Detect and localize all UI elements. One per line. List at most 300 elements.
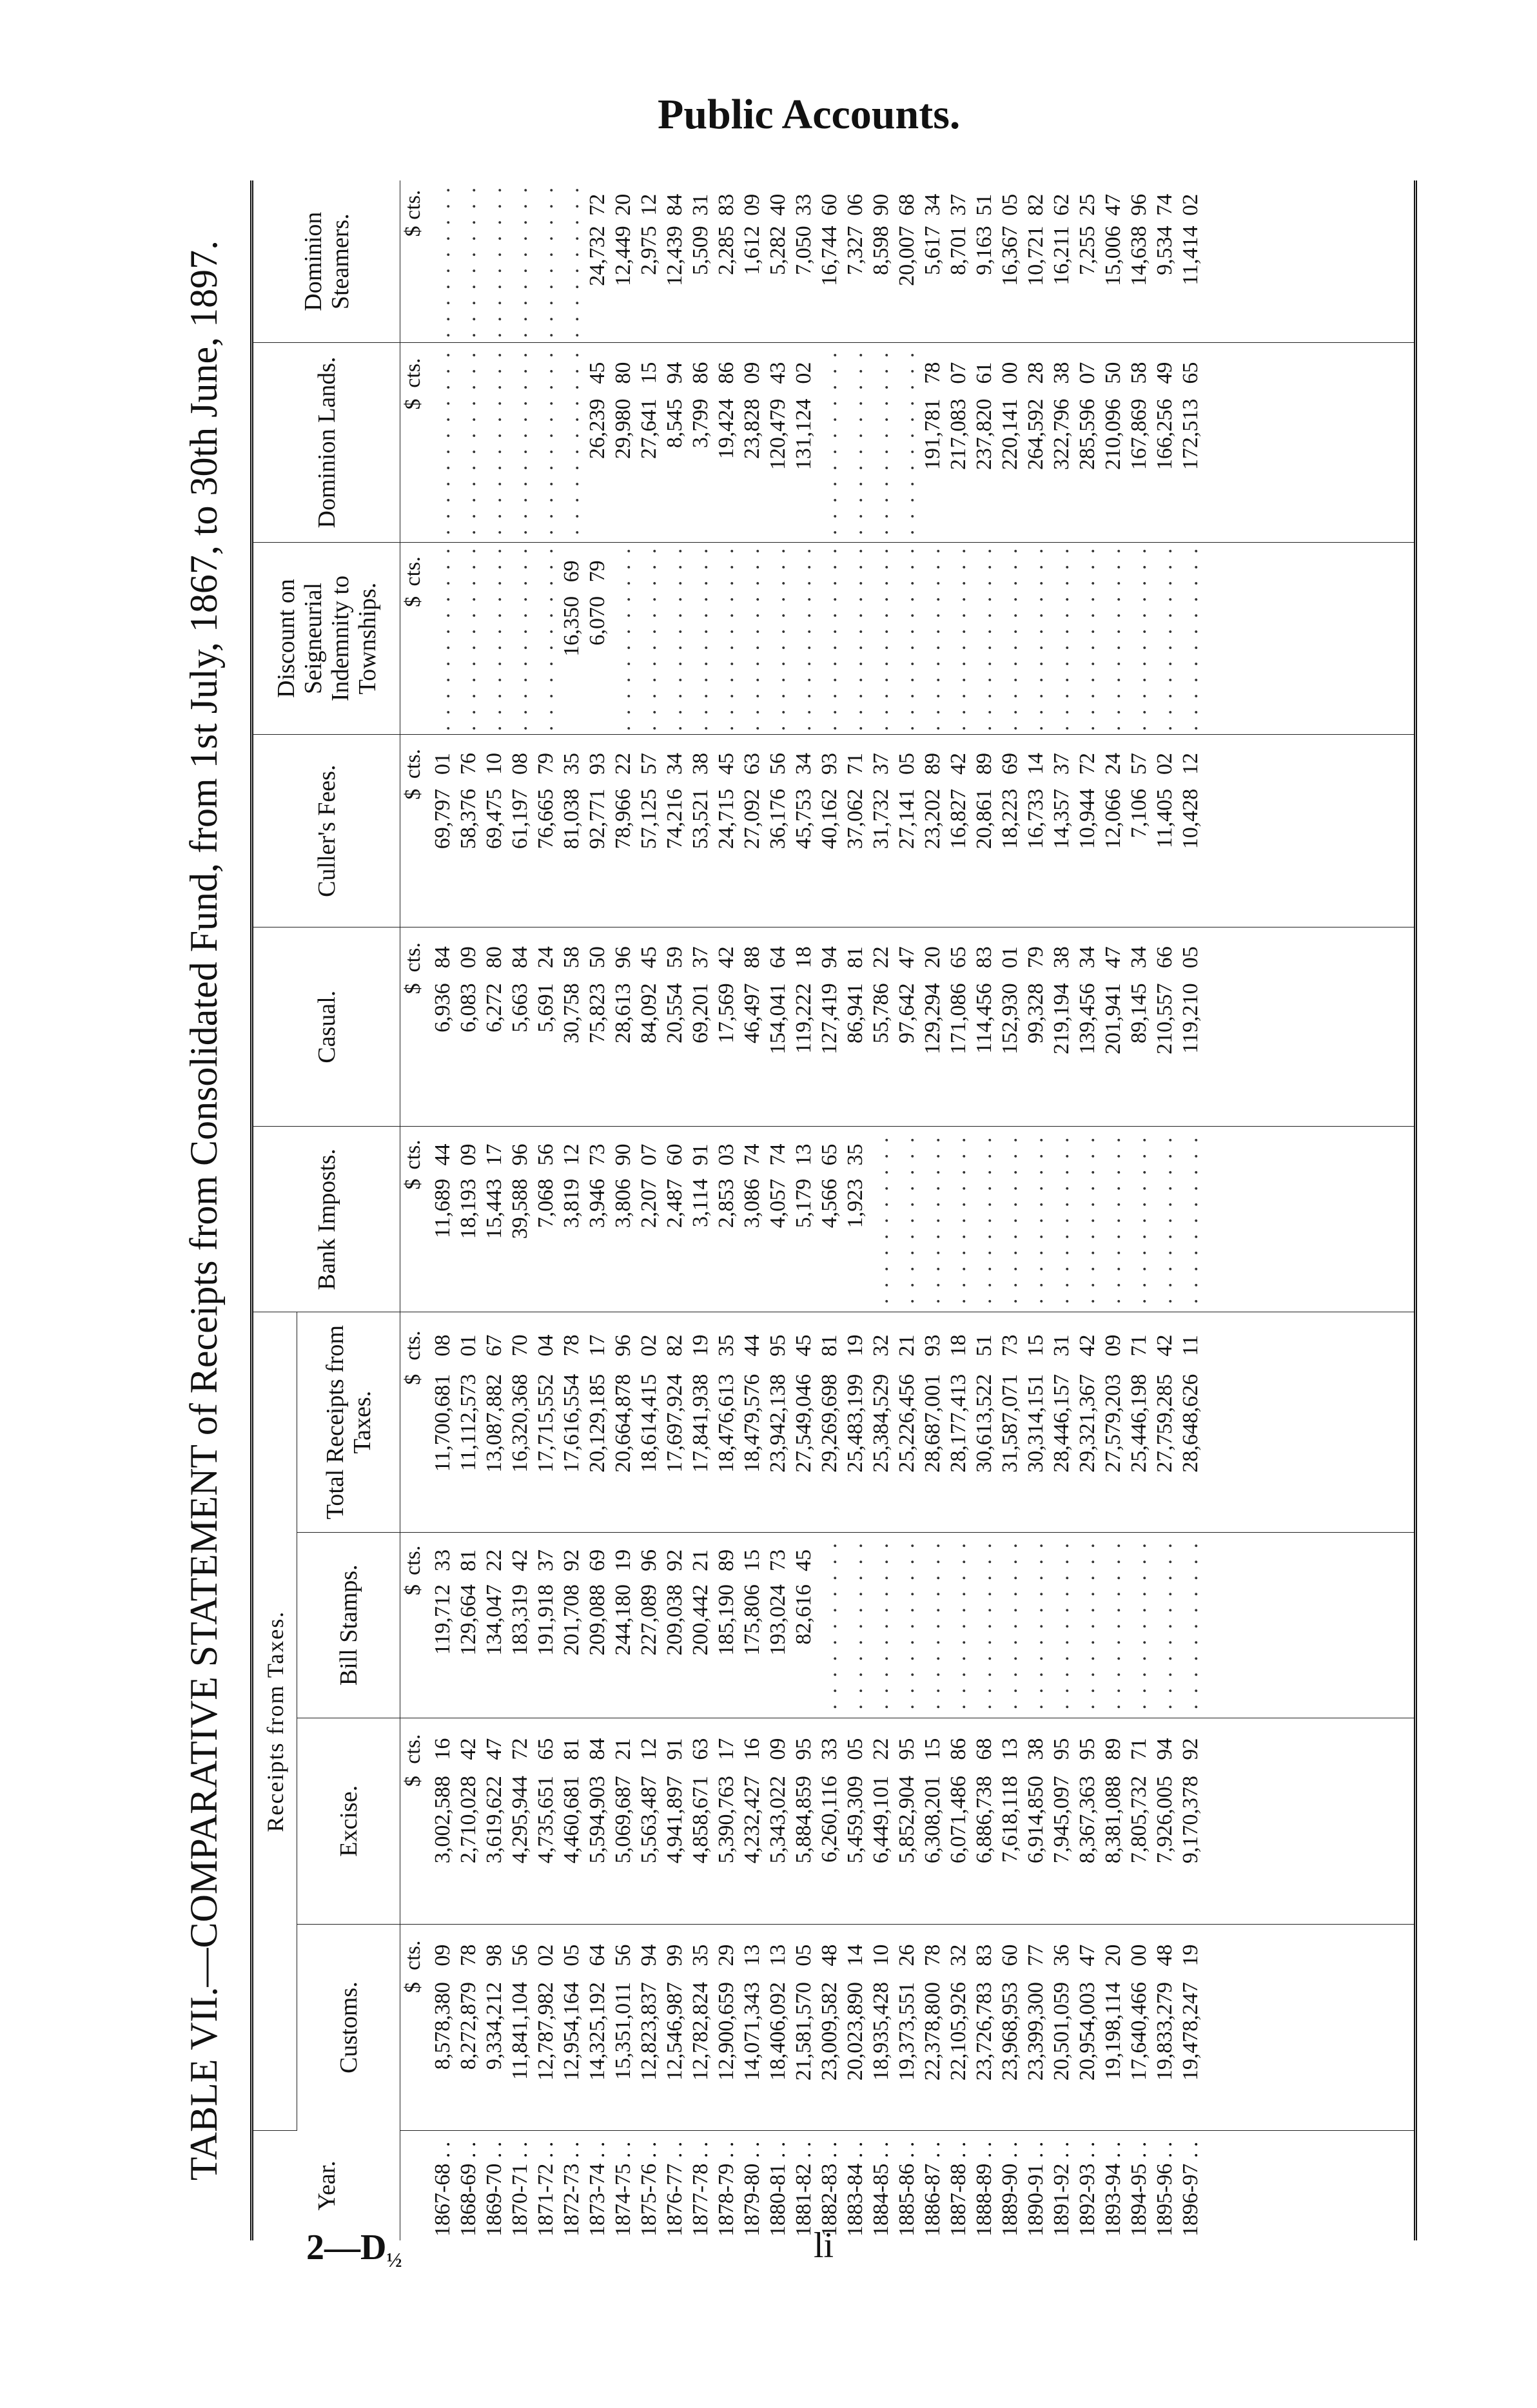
leader-dots: . . . . . . . . . . . . (456, 545, 480, 732)
cents-unit: cts. (401, 1140, 425, 1170)
amount-dollars: 26,239 (585, 398, 609, 460)
amount-cents: 92 (560, 1549, 583, 1571)
amount-cents: 98 (482, 1944, 506, 1966)
amount-dollars: 5,343,022 (766, 1776, 790, 1864)
amount-cell (920, 1925, 946, 2130)
amount-cents: 09 (766, 1738, 790, 1760)
amount-cell (1126, 1718, 1152, 1924)
amount-dollars: 9,334,212 (482, 1982, 506, 2070)
amount-dollars: 18,476,613 (714, 1374, 738, 1473)
amount-cell (611, 735, 636, 927)
amount-dollars: 28,648,626 (1179, 1374, 1202, 1473)
leader-dots: . . . . . . . . . . . . (740, 545, 764, 732)
amount-cents: 07 (637, 1143, 661, 1166)
amount-dollars: 11,700,681 (431, 1374, 455, 1472)
amount-cell (559, 1718, 585, 1924)
year-cell: 1896-97 . . (1179, 2141, 1202, 2237)
amount-dollars: 8,701 (946, 226, 970, 275)
cents-unit: cts. (401, 1734, 425, 1764)
amount-cell (1023, 1718, 1049, 1924)
amount-dollars: 4,941,897 (663, 1776, 687, 1864)
amount-cell (739, 1925, 765, 2130)
amount-cents: 33 (431, 1549, 455, 1571)
amount-cents: 29 (714, 1944, 738, 1966)
amount-cell (714, 1718, 739, 1924)
amount-cell (1023, 180, 1049, 342)
leader-dots: . . . . . . . . . . . . (611, 545, 635, 732)
unit-row (400, 1533, 430, 1718)
amount-cell (1178, 1312, 1204, 1531)
year-cell: 1880-81 . . (766, 2141, 790, 2237)
amount-dollars: 9,170,378 (1179, 1776, 1202, 1864)
leader-dots: . . . . . . . . . . . (1179, 1540, 1202, 1710)
amount-cents: 04 (534, 1334, 558, 1357)
amount-cents: 65 (1179, 362, 1202, 384)
leader-dots: . . . . . . . . . . . (1050, 1540, 1073, 1710)
amount-dollars: 18,479,576 (740, 1374, 764, 1473)
amount-cents: 81 (817, 1334, 841, 1357)
amount-cell (636, 1718, 662, 1924)
amount-dollars: 53,521 (689, 788, 712, 850)
amount-cell (868, 1312, 894, 1531)
amount-cents: 05 (792, 1944, 816, 1966)
amount-cents: 11 (1179, 1335, 1202, 1356)
amount-dollars: 23,202 (921, 788, 945, 850)
amount-dollars: 15,006 (1101, 226, 1125, 286)
amount-cell (1178, 1718, 1204, 1924)
amount-dollars: 24,715 (714, 788, 738, 850)
amount-cell (636, 1312, 662, 1531)
amount-cents: 35 (560, 753, 583, 775)
amount-cell (456, 735, 482, 927)
amount-cell (739, 1127, 765, 1312)
leader-dots: . . . . . . . . . . . . (792, 545, 816, 732)
amount-cell (739, 180, 765, 342)
amount-cents: 34 (921, 193, 945, 216)
amount-cell (1049, 343, 1075, 541)
amount-cell (688, 1925, 714, 2130)
amount-dollars: 193,024 (766, 1584, 790, 1656)
amount-dollars: 6,308,201 (921, 1776, 945, 1864)
amount-cell (946, 343, 972, 541)
amount-cents: 22 (869, 1738, 893, 1760)
leader-dots: . . . . . . . . . . . (869, 1134, 893, 1305)
amount-cents: 51 (972, 193, 996, 216)
amount-dollars: 84,092 (637, 983, 661, 1044)
amount-dollars: 139,456 (1075, 983, 1099, 1054)
amount-cell (920, 180, 946, 342)
amount-cents: 12 (637, 1738, 661, 1760)
amount-cell (533, 735, 559, 927)
amount-dollars: 129,664 (456, 1584, 480, 1656)
leader-dots: . . . . . . . . . . (482, 184, 506, 338)
amount-cents: 24 (1101, 753, 1125, 775)
amount-dollars: 18,406,092 (766, 1982, 790, 2081)
amount-dollars: 209,088 (585, 1584, 609, 1656)
col-discount-seigneurial: Discount on Seigneurial Indemnity to Townships. (252, 542, 400, 735)
leader-dots: . . . . . . . . . . . . (766, 545, 790, 732)
amount-cents: 66 (1153, 946, 1177, 969)
dollar-unit: $ (401, 1178, 425, 1190)
amount-cell (1152, 1718, 1178, 1924)
amount-cell (972, 1925, 997, 2130)
amount-cents: 08 (431, 1334, 455, 1357)
amount-dollars: 28,446,157 (1050, 1374, 1073, 1473)
year-cell: 1891-92 . . (1050, 2141, 1073, 2237)
amount-cell (765, 927, 791, 1126)
amount-cents: 89 (972, 753, 996, 775)
amount-cents: 07 (1075, 362, 1099, 384)
amount-cell (739, 1533, 765, 1718)
amount-cell (1101, 1718, 1126, 1924)
amount-cell (1101, 1925, 1126, 2130)
amount-cents: 96 (508, 1143, 532, 1166)
amount-dollars: 16,367 (998, 226, 1022, 286)
amount-dollars: 6,260,116 (817, 1776, 841, 1863)
amount-cents: 45 (714, 753, 738, 775)
year-cell: 1869-70 . . (482, 2141, 506, 2237)
amount-cell (765, 1127, 791, 1312)
amount-cents: 42 (946, 753, 970, 775)
amount-dollars: 19,373,551 (895, 1982, 919, 2081)
amount-cents: 56 (534, 1143, 558, 1166)
amount-dollars: 18,223 (998, 788, 1022, 850)
amount-dollars: 237,820 (972, 398, 996, 471)
amount-cell (946, 1925, 972, 2130)
amount-cents: 13 (766, 1944, 790, 1966)
year-cell: 1890-91 . . (1024, 2141, 1048, 2237)
year-cell: 1882-83 . . (817, 2141, 841, 2237)
amount-cents: 34 (1075, 946, 1099, 969)
year-cell: 1881-82 . . (792, 2141, 816, 2237)
amount-cents: 09 (456, 946, 480, 969)
amount-cents: 19 (843, 1334, 867, 1357)
amount-cell (765, 1312, 791, 1531)
amount-dollars: 119,712 (431, 1584, 455, 1655)
amount-dollars: 8,598 (869, 226, 893, 275)
amount-cell (636, 180, 662, 342)
amount-cents: 60 (663, 1143, 687, 1166)
leader-dots: . . . . . . . . . . . (972, 1134, 996, 1305)
amount-cents: 12 (637, 193, 661, 216)
amount-cents: 42 (1075, 1334, 1099, 1357)
amount-cell (791, 180, 817, 342)
amount-cell (1075, 180, 1101, 342)
excise-cells (400, 1718, 1416, 1924)
cents-unit: cts. (401, 556, 425, 587)
amount-cents: 24 (534, 946, 558, 969)
amount-cents: 73 (998, 1334, 1022, 1357)
amount-dollars: 7,926,005 (1153, 1776, 1177, 1864)
amount-dollars: 3,946 (585, 1178, 609, 1228)
amount-cell (430, 1127, 456, 1312)
leader-dots: . . . . . . . . . . (431, 184, 455, 338)
amount-cell (714, 927, 739, 1126)
amount-cents: 50 (585, 946, 609, 969)
amount-cell (1023, 735, 1049, 927)
amount-cell (1178, 180, 1204, 342)
amount-cents: 05 (560, 1944, 583, 1966)
table-title: TABLE VII.—COMPARATIVE STATEMENT of Receipts from Consolidated Fund, from 1st July, 1867, to 30th June, 1897. (182, 240, 225, 2181)
rotated-table-block (174, 180, 1427, 2240)
amount-cell (739, 735, 765, 927)
amount-cents: 10 (482, 753, 506, 775)
amount-cell (868, 180, 894, 342)
amount-cell (997, 180, 1023, 342)
amount-dollars: 16,350 (560, 596, 583, 657)
amount-dollars: 23,009,582 (817, 1982, 841, 2081)
amount-cell (559, 1312, 585, 1531)
amount-cell (1023, 1312, 1049, 1531)
amount-cell (482, 1312, 507, 1531)
amount-cell (791, 1533, 817, 1718)
year-cell: 1872-73 . . (560, 2141, 583, 2237)
amount-cents: 15 (921, 1738, 945, 1760)
amount-cell (791, 1127, 817, 1312)
amount-dollars: 264,592 (1024, 398, 1048, 471)
leader-dots: . . . . . . . . . . . . (1153, 545, 1177, 732)
amount-dollars: 8,578,380 (431, 1982, 455, 2070)
amount-cents: 22 (869, 946, 893, 969)
amount-cents: 21 (895, 1334, 919, 1357)
cents-unit: cts. (401, 1940, 425, 1970)
amount-cell (585, 343, 611, 541)
cents-unit: cts. (401, 358, 425, 388)
amount-cents: 33 (792, 193, 816, 216)
amount-dollars: 12,823,837 (637, 1982, 661, 2081)
amount-cell (559, 735, 585, 927)
leader-dots: . . . . . . . . . . . . (534, 545, 558, 732)
amount-dollars: 1,923 (843, 1178, 867, 1228)
amount-cell (688, 1718, 714, 1924)
leader-dots: . . . . . . . . . . . . (508, 349, 532, 536)
leader-dots: . . . . . . . . . . . . (560, 349, 583, 536)
amount-cell (585, 180, 611, 342)
leader-dots: . . . . . . . . . . . (1179, 1134, 1202, 1305)
amount-cell (972, 1312, 997, 1531)
amount-dollars: 7,255 (1075, 226, 1099, 275)
unit-row (400, 1312, 430, 1531)
signature-mark: $2—D_{\frac{1}{2}}$ (306, 2228, 402, 2272)
amount-dollars: 27,549,046 (792, 1374, 816, 1473)
leader-dots: . . . . . . . . . . . . (869, 349, 893, 536)
col-customs: Customs. (297, 1924, 400, 2130)
year-cell: 1871-72 . . (534, 2141, 558, 2237)
amount-cell (1075, 735, 1101, 927)
amount-cell (1126, 343, 1152, 541)
amount-cell (533, 1925, 559, 2130)
amount-cell (430, 927, 456, 1126)
amount-cents: 83 (714, 193, 738, 216)
amount-dollars: 28,687,001 (921, 1374, 945, 1473)
year-cell: 1887-88 . . (946, 2141, 970, 2237)
amount-cents: 19 (689, 1334, 712, 1357)
amount-cents: 48 (1153, 1944, 1177, 1966)
amount-cents: 01 (431, 753, 455, 775)
amount-dollars: 25,226,456 (895, 1374, 919, 1473)
leader-dots: . . . . . . . . . . . . (637, 545, 661, 732)
amount-dollars: 2,285 (714, 226, 738, 275)
amount-cell (972, 1718, 997, 1924)
amount-cell (1101, 343, 1126, 541)
amount-cents: 48 (817, 1944, 841, 1966)
leader-dots: . . . . . . . . . . . . (998, 545, 1022, 732)
amount-dollars: 9,534 (1153, 226, 1177, 275)
amount-dollars: 19,424 (714, 398, 738, 460)
amount-cents: 99 (663, 1944, 687, 1966)
amount-dollars: 14,638 (1127, 226, 1151, 286)
leader-dots: . . . . . . . . . . . . (482, 349, 506, 536)
amount-cents: 13 (998, 1738, 1022, 1760)
dollar-unit: $ (401, 1584, 425, 1596)
amount-cents: 91 (689, 1143, 712, 1166)
amount-cents: 13 (740, 1944, 764, 1966)
amount-cents: 58 (1127, 362, 1151, 384)
amount-cell (611, 180, 636, 342)
amount-cents: 65 (534, 1738, 558, 1760)
amount-dollars: 219,194 (1050, 983, 1073, 1054)
amount-cell (714, 343, 739, 541)
amount-dollars: 69,475 (482, 788, 506, 850)
amount-cell (482, 735, 507, 927)
amount-dollars: 127,419 (817, 983, 841, 1054)
amount-cell (868, 1718, 894, 1924)
amount-cents: 72 (585, 193, 609, 216)
amount-dollars: 30,314,151 (1024, 1374, 1048, 1473)
amount-dollars: 12,546,987 (663, 1982, 687, 2081)
amount-dollars: 28,613 (611, 983, 635, 1044)
amount-cents: 02 (1179, 193, 1202, 216)
leader-dots: . . . . . . . . . . . . (817, 545, 841, 732)
amount-dollars: 6,914,850 (1024, 1776, 1048, 1864)
dollar-unit: $ (401, 398, 425, 410)
amount-cents: 35 (843, 1143, 867, 1166)
amount-cents: 09 (456, 1143, 480, 1166)
amount-dollars: 12,954,164 (560, 1982, 583, 2081)
amount-cents: 31 (689, 193, 712, 216)
amount-dollars: 6,886,738 (972, 1776, 996, 1864)
amount-dollars: 6,936 (431, 983, 455, 1033)
amount-dollars: 129,294 (921, 983, 945, 1054)
amount-dollars: 19,198,114 (1101, 1982, 1125, 2080)
amount-cell (1152, 180, 1178, 342)
amount-cell (482, 1533, 507, 1718)
amount-cents: 37 (946, 193, 970, 216)
amount-cell (894, 1925, 920, 2130)
page-number: li (814, 2226, 834, 2266)
amount-cell (1101, 735, 1126, 927)
leader-dots: . . . . . . . . . . . (921, 1134, 945, 1305)
amount-cell (714, 735, 739, 927)
amount-cents: 45 (792, 1549, 816, 1571)
amount-cell (456, 1127, 482, 1312)
amount-cents: 20 (1101, 1944, 1125, 1966)
amount-cell (430, 1925, 456, 2130)
amount-dollars: 200,442 (689, 1584, 712, 1656)
amount-cell (636, 1925, 662, 2130)
amount-cell (1178, 735, 1204, 927)
leader-dots: . . . . . . . . . . (508, 184, 532, 338)
amount-cell (714, 180, 739, 342)
amount-dollars: 7,068 (534, 1178, 558, 1228)
amount-dollars: 6,071,486 (946, 1776, 970, 1864)
amount-cents: 86 (689, 362, 712, 384)
amount-cell (507, 1718, 533, 1924)
amount-cents: 34 (1127, 946, 1151, 969)
leader-dots: . . . . . . . . . . . (1101, 1134, 1125, 1305)
amount-dollars: 217,083 (946, 398, 970, 471)
leader-dots: . . . . . . . . . . . (1153, 1540, 1177, 1710)
amount-cell (1101, 1312, 1126, 1531)
amount-dollars: 55,786 (869, 983, 893, 1044)
amount-cell (765, 1718, 791, 1924)
amount-dollars: 20,007 (895, 226, 919, 286)
amount-dollars: 2,975 (637, 226, 661, 275)
amount-cell (1023, 1925, 1049, 2130)
page-header: Public Accounts. (658, 91, 961, 138)
amount-cell (559, 1533, 585, 1718)
amount-cell (456, 1718, 482, 1924)
amount-cents: 57 (637, 753, 661, 775)
amount-cents: 40 (766, 193, 790, 216)
amount-cell (972, 927, 997, 1126)
leader-dots: . . . . . . . . . . . . (895, 349, 919, 536)
amount-cents: 18 (792, 946, 816, 969)
amount-cents: 20 (921, 946, 945, 969)
amount-dollars: 12,782,824 (689, 1982, 712, 2081)
amount-cell (1152, 1312, 1178, 1531)
amount-cents: 05 (1179, 946, 1202, 969)
amount-dollars: 12,066 (1101, 788, 1125, 850)
amount-dollars: 120,479 (766, 398, 790, 471)
amount-cents: 42 (714, 946, 738, 969)
amount-cents: 43 (766, 362, 790, 384)
amount-cell (611, 1718, 636, 1924)
bank-imposts-cells (400, 1127, 1416, 1312)
amount-dollars: 2,710,028 (456, 1776, 480, 1864)
amount-cents: 45 (792, 1334, 816, 1357)
amount-dollars: 37,062 (843, 788, 867, 850)
amount-cents: 38 (1050, 362, 1073, 384)
amount-dollars: 5,390,763 (714, 1776, 738, 1864)
amount-cell (739, 927, 765, 1126)
amount-dollars: 86,941 (843, 983, 867, 1044)
unit-row (400, 343, 430, 541)
cents-unit: cts. (401, 1330, 425, 1361)
leader-dots: . . . . . . . . . . . (998, 1134, 1022, 1305)
amount-dollars: 13,087,882 (482, 1374, 506, 1473)
amount-cents: 74 (766, 1143, 790, 1166)
amount-cents: 74 (740, 1143, 764, 1166)
amount-cell (456, 1533, 482, 1718)
amount-cents: 02 (637, 1334, 661, 1357)
amount-cents: 16 (431, 1738, 455, 1760)
amount-cents: 78 (560, 1334, 583, 1357)
amount-cents: 45 (585, 362, 609, 384)
leader-dots: . . . . . . . . . . . (998, 1540, 1022, 1710)
amount-cell (1126, 1312, 1152, 1531)
amount-dollars: 30,613,522 (972, 1374, 996, 1473)
amount-cell (1075, 927, 1101, 1126)
amount-cents: 02 (534, 1944, 558, 1966)
amount-dollars: 14,071,343 (740, 1982, 764, 2081)
amount-cell (662, 1533, 688, 1718)
amount-dollars: 27,141 (895, 788, 919, 850)
amount-dollars: 17,616,554 (560, 1374, 583, 1473)
amount-dollars: 18,193 (456, 1178, 480, 1239)
amount-cell (1075, 1718, 1101, 1924)
amount-cell (843, 1312, 868, 1531)
